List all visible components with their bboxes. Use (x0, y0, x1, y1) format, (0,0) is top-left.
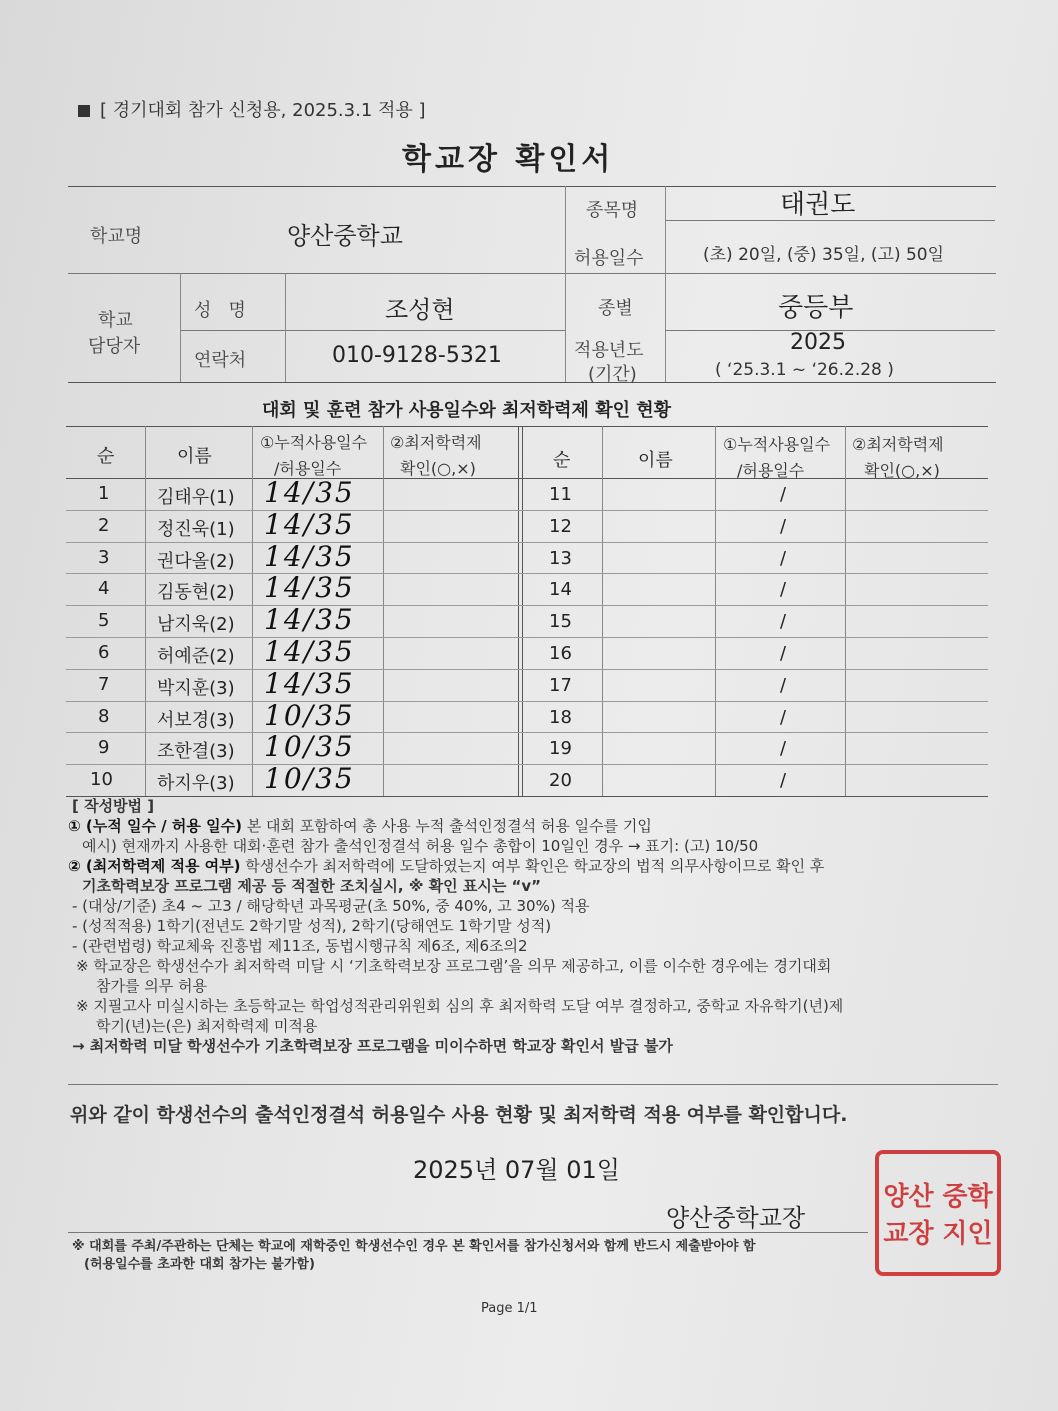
school-name-label: 학교명 (90, 226, 143, 247)
row-number: 17 (549, 675, 572, 696)
instruction-law: - (관련법령) 학교체육 진흥법 제11조, 동법시행규칙 제6조, 제6조의2 (72, 937, 528, 955)
manager-label-line2: 담당자 (88, 336, 141, 357)
allowed-days-label: 허용일수 (574, 248, 644, 269)
days-used-handwritten: 10/35 (264, 699, 355, 732)
document-title: 학교장 확인서 (402, 142, 615, 177)
row-number: 1 (98, 483, 110, 504)
player-name: 하지우(3) (157, 773, 235, 794)
header-no-right: 순 (553, 450, 571, 471)
days-used-handwritten: 14/35 (264, 540, 355, 573)
contact-label: 연락처 (194, 350, 247, 371)
player-name: 김동현(2) (157, 582, 235, 603)
days-used-empty: / (780, 770, 787, 791)
days-used-handwritten: 14/35 (264, 635, 355, 668)
status-table-caption: 대회 및 훈련 참가 사용일수와 최저학력제 확인 현황 (262, 400, 672, 421)
days-used-empty: / (780, 548, 787, 569)
event-value: 태권도 (780, 190, 856, 220)
seal-text-1: 양산 (883, 1182, 934, 1212)
school-name-value: 양산중학교 (287, 222, 403, 250)
row-number: 5 (98, 610, 110, 631)
seal-text-3: 교장 (883, 1219, 934, 1249)
instruction-2-text: 학생선수가 최저학력에 도달하였는지 여부 확인은 학교장의 법적 의무사항이므로 확인 후 (240, 857, 825, 875)
form-usage-header (78, 96, 426, 122)
form-usage-text: [ 경기대회 참가 신청용, 2025.3.1 적용 ] (100, 100, 426, 121)
category-label: 종별 (598, 298, 633, 319)
days-used-empty: / (780, 516, 787, 537)
header-no-left: 순 (97, 446, 115, 467)
square-bullet-icon (78, 105, 90, 117)
row-number: 10 (90, 769, 113, 790)
player-name: 박지훈(3) (157, 678, 235, 699)
confirmation-statement: 위와 같이 학생선수의 출석인정결석 허용일수 사용 현황 및 최저학력 적용 여부를 확인합니다. (70, 1104, 848, 1126)
row-number: 11 (549, 484, 572, 505)
days-used-empty: / (780, 707, 787, 728)
days-used-handwritten: 10/35 (264, 762, 355, 795)
issue-date: 2025년 07월 01일 (413, 1156, 620, 1184)
instruction-example: 예시) 현재까지 사용한 대회·훈련 참가 출석인정결석 허용 일수 총합이 10일인 경우 → 표기: (고) 10/50 (82, 837, 759, 855)
footer-note (72, 1238, 952, 1274)
header-days-right-1: ①누적사용일수 (723, 435, 831, 454)
footer-note-line1: ※ 대회를 주최/주관하는 단체는 학교에 재학중인 학생선수인 경우 본 확인서를 참가신청서와 함께 반드시 제출받아야 함 (72, 1239, 756, 1254)
row-number: 15 (549, 611, 572, 632)
instruction-arrow-note: → 최저학력 미달 학생선수가 기초학력보장 프로그램을 미이수하면 학교장 확인서 발급 불가 (72, 1037, 673, 1055)
page-number: Page 1/1 (481, 1301, 538, 1316)
player-name: 남지욱(2) (157, 614, 235, 635)
allowed-days-value: (초) 20일, (중) 35일, (고) 50일 (703, 245, 945, 265)
instruction-note-1-cont: 참가를 의무 허용 (96, 977, 207, 995)
apply-period-value: ( ‘25.3.1 ~ ‘26.2.28 ) (715, 360, 894, 380)
row-number: 3 (98, 547, 110, 568)
row-number: 9 (98, 737, 110, 758)
header-days-right-2: /허용일수 (737, 461, 805, 480)
instruction-2-cont: 기초학력보장 프로그램 제공 등 적절한 조치실시, ※ 확인 표시는 “v” (82, 877, 542, 895)
header-check-right-1: ②최저학력제 (852, 435, 944, 454)
row-number: 13 (549, 548, 572, 569)
instruction-1-text: 본 대회 포함하여 총 사용 누적 출석인정결석 허용 일수를 기입 (241, 817, 652, 835)
contact-value: 010-9128-5321 (332, 343, 502, 368)
row-number: 18 (549, 707, 572, 728)
row-number: 7 (98, 674, 110, 695)
days-used-empty: / (780, 484, 787, 505)
row-number: 14 (549, 579, 572, 600)
days-used-empty: / (780, 579, 787, 600)
manager-name-value: 조성현 (385, 296, 455, 324)
player-name: 권다올(2) (157, 551, 235, 572)
row-number: 16 (549, 643, 572, 664)
player-name: 정진욱(1) (157, 519, 235, 540)
header-name-left: 이름 (177, 446, 212, 467)
row-number: 8 (98, 706, 110, 727)
manager-label-line1: 학교 (98, 310, 133, 331)
row-number: 12 (549, 516, 572, 537)
player-name: 허예준(2) (157, 646, 235, 667)
row-number: 4 (98, 578, 110, 599)
player-name: 조한결(3) (157, 741, 235, 762)
row-number: 20 (549, 770, 572, 791)
instruction-note-2: ※ 지필고사 미실시하는 초등학교는 학업성적관리위원회 심의 후 최저학력 도달 여부 결정하고, 중학교 자유학기(년)제 (76, 997, 844, 1015)
category-value: 중등부 (778, 293, 854, 323)
instruction-2-bold: ② (최저학력제 적용 여부) (68, 857, 241, 875)
header-days-left-1: ①누적사용일수 (260, 433, 368, 452)
apply-year-label: 적용년도 (574, 340, 644, 361)
row-number: 2 (98, 515, 110, 536)
days-used-handwritten: 10/35 (264, 730, 355, 763)
days-used-handwritten: 14/35 (264, 603, 355, 636)
days-used-empty: / (780, 611, 787, 632)
days-used-empty: / (780, 738, 787, 759)
event-label: 종목명 (586, 200, 639, 221)
days-used-handwritten: 14/35 (264, 508, 355, 541)
instructions-heading: [ 작성방법 ] (72, 797, 155, 815)
row-number: 19 (549, 738, 572, 759)
days-used-empty: / (780, 643, 787, 664)
instruction-grades: - (성적적용) 1학기(전년도 2학기말 성적), 2학기(당해연도 1학기말 성적) (72, 917, 552, 935)
days-used-handwritten: 14/35 (264, 571, 355, 604)
player-name: 김태우(1) (157, 487, 235, 508)
header-check-left-1: ②최저학력제 (390, 433, 482, 452)
row-number: 6 (98, 642, 110, 663)
days-used-empty: / (780, 675, 787, 696)
instruction-note-1: ※ 학교장은 학생선수가 최저학력 미달 시 ‘기초학력보장 프로그램’을 의무 제공하고, 이를 이수한 경우에는 경기대회 (76, 957, 832, 975)
footer-note-line2: (허용일수를 초과한 대회 참가는 불가함) (84, 1257, 315, 1272)
header-days-left-2: /허용일수 (274, 459, 342, 478)
instruction-target: - (대상/기준) 초4 ~ 고3 / 해당학년 과목평균(초 50%, 중 40%, 고 30%) 적용 (72, 897, 590, 915)
header-check-left-2: 확인(○,×) (400, 459, 476, 478)
days-used-handwritten: 14/35 (264, 476, 355, 509)
manager-name-label: 성 명 (194, 300, 246, 321)
player-name: 서보경(3) (157, 710, 235, 731)
apply-year-value: 2025 (790, 330, 846, 355)
header-check-right-2: 확인(○,×) (864, 461, 940, 480)
header-name-right: 이름 (638, 450, 673, 471)
signer-name: 양산중학교장 (666, 1204, 806, 1232)
apply-period-label: (기간) (588, 364, 637, 385)
instruction-1-bold: ① (누적 일수 / 허용 일수) (68, 817, 242, 835)
seal-text-4: 지인 (942, 1219, 993, 1249)
instructions-block (68, 796, 998, 1056)
days-used-handwritten: 14/35 (264, 667, 355, 700)
instruction-note-2-cont: 학기(년)는(은) 최저학력제 미적용 (96, 1017, 318, 1035)
seal-text-2: 중학 (942, 1182, 993, 1212)
